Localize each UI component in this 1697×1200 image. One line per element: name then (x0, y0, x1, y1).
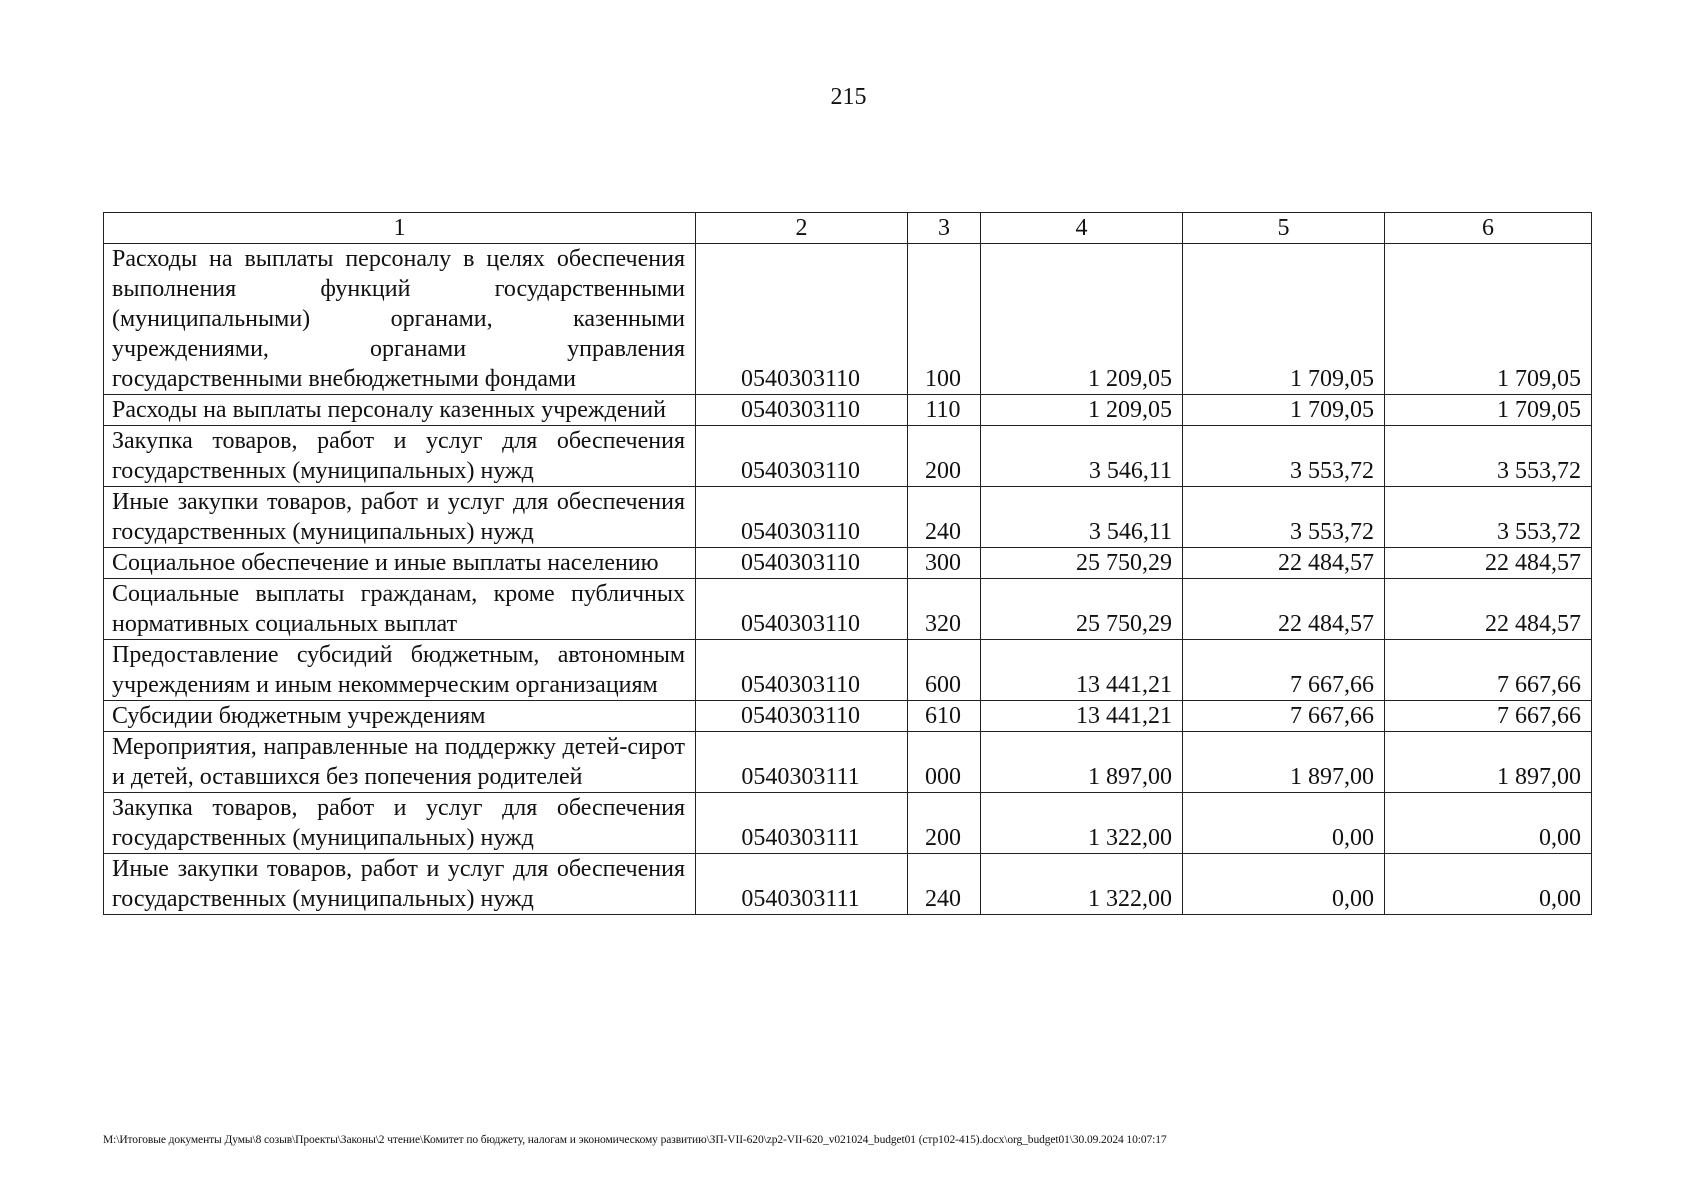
target-code-cell: 0540303110 (696, 426, 908, 487)
expense-type-cell: 200 (908, 426, 981, 487)
row-name-cell: Иные закупки товаров, работ и услуг для обеспечения государственных (муниципальных) нужд (104, 487, 696, 548)
expense-type-cell: 320 (908, 579, 981, 640)
amount-col4-cell: 25 750,29 (981, 548, 1183, 579)
table-row (104, 701, 1592, 732)
table-row (104, 793, 1592, 854)
expense-type-cell: 240 (908, 487, 981, 548)
amount-col4-cell: 1 209,05 (981, 244, 1183, 395)
column-header: 5 (1183, 213, 1385, 244)
expense-type-cell: 600 (908, 640, 981, 701)
table-row (104, 244, 1592, 395)
column-header: 6 (1385, 213, 1592, 244)
expense-type-cell: 610 (908, 701, 981, 732)
row-name-cell: Расходы на выплаты персоналу казенных учреждений (104, 395, 696, 426)
table-row (104, 640, 1592, 701)
row-name-cell: Расходы на выплаты персоналу в целях обеспечения выполнения функций государственными (муниципальными) органами, казенными учреждениями, органами управления государственными внебюджетными фондами (104, 244, 696, 395)
amount-col6-cell: 0,00 (1385, 793, 1592, 854)
column-header: 1 (104, 213, 696, 244)
column-header: 2 (696, 213, 908, 244)
amount-col4-cell: 1 897,00 (981, 732, 1183, 793)
target-code-cell: 0540303110 (696, 395, 908, 426)
table-row (104, 487, 1592, 548)
file-path-footer: M:\Итоговые документы Думы\8 созыв\Проекты\Законы\2 чтение\Комитет по бюджету, налогам и экономическому развитию\ЗП-VII-620\zp2-VII-620_v021024_budget01 (стр102-415).docx\org_budget01\30.09.2024 10:07:17 (103, 1134, 1167, 1146)
amount-col6-cell: 22 484,57 (1385, 579, 1592, 640)
amount-col4-cell: 13 441,21 (981, 701, 1183, 732)
table-row (104, 579, 1592, 640)
amount-col5-cell: 1 709,05 (1183, 244, 1385, 395)
row-name-cell: Субсидии бюджетным учреждениям (104, 701, 696, 732)
amount-col4-cell: 1 209,05 (981, 395, 1183, 426)
amount-col6-cell: 7 667,66 (1385, 701, 1592, 732)
target-code-cell: 0540303110 (696, 548, 908, 579)
amount-col5-cell: 3 553,72 (1183, 426, 1385, 487)
amount-col5-cell: 7 667,66 (1183, 640, 1385, 701)
target-code-cell: 0540303110 (696, 640, 908, 701)
target-code-cell: 0540303110 (696, 701, 908, 732)
row-name-cell: Социальное обеспечение и иные выплаты населению (104, 548, 696, 579)
amount-col5-cell: 7 667,66 (1183, 701, 1385, 732)
table-row (104, 426, 1592, 487)
column-header: 3 (908, 213, 981, 244)
amount-col5-cell: 22 484,57 (1183, 579, 1385, 640)
amount-col5-cell: 0,00 (1183, 793, 1385, 854)
amount-col6-cell: 22 484,57 (1385, 548, 1592, 579)
target-code-cell: 0540303111 (696, 854, 908, 915)
table-row (104, 395, 1592, 426)
table-row (104, 732, 1592, 793)
amount-col4-cell: 25 750,29 (981, 579, 1183, 640)
amount-col6-cell: 3 553,72 (1385, 426, 1592, 487)
expense-type-cell: 000 (908, 732, 981, 793)
row-name-cell: Предоставление субсидий бюджетным, автономным учреждениям и иным некоммерческим организациям (104, 640, 696, 701)
amount-col5-cell: 22 484,57 (1183, 548, 1385, 579)
table-row (104, 854, 1592, 915)
amount-col6-cell: 7 667,66 (1385, 640, 1592, 701)
target-code-cell: 0540303110 (696, 244, 908, 395)
expense-type-cell: 110 (908, 395, 981, 426)
target-code-cell: 0540303111 (696, 732, 908, 793)
row-name-cell: Закупка товаров, работ и услуг для обеспечения государственных (муниципальных) нужд (104, 426, 696, 487)
expense-type-cell: 200 (908, 793, 981, 854)
page-number: 215 (830, 84, 867, 110)
amount-col5-cell: 1 709,05 (1183, 395, 1385, 426)
column-header: 4 (981, 213, 1183, 244)
expense-type-cell: 300 (908, 548, 981, 579)
amount-col6-cell: 1 897,00 (1385, 732, 1592, 793)
row-name-cell: Мероприятия, направленные на поддержку детей-сирот и детей, оставшихся без попечения родителей (104, 732, 696, 793)
row-name-cell: Социальные выплаты гражданам, кроме публичных нормативных социальных выплат (104, 579, 696, 640)
target-code-cell: 0540303111 (696, 793, 908, 854)
amount-col4-cell: 1 322,00 (981, 854, 1183, 915)
amount-col6-cell: 1 709,05 (1385, 395, 1592, 426)
amount-col4-cell: 13 441,21 (981, 640, 1183, 701)
target-code-cell: 0540303110 (696, 579, 908, 640)
amount-col4-cell: 3 546,11 (981, 426, 1183, 487)
amount-col6-cell: 0,00 (1385, 854, 1592, 915)
expense-type-cell: 100 (908, 244, 981, 395)
amount-col4-cell: 1 322,00 (981, 793, 1183, 854)
amount-col4-cell: 3 546,11 (981, 487, 1183, 548)
amount-col5-cell: 3 553,72 (1183, 487, 1385, 548)
budget-table (103, 212, 1592, 915)
table-row (104, 548, 1592, 579)
row-name-cell: Закупка товаров, работ и услуг для обеспечения государственных (муниципальных) нужд (104, 793, 696, 854)
amount-col5-cell: 0,00 (1183, 854, 1385, 915)
amount-col6-cell: 3 553,72 (1385, 487, 1592, 548)
table-header-row (104, 213, 1592, 244)
row-name-cell: Иные закупки товаров, работ и услуг для обеспечения государственных (муниципальных) нужд (104, 854, 696, 915)
expense-type-cell: 240 (908, 854, 981, 915)
target-code-cell: 0540303110 (696, 487, 908, 548)
amount-col6-cell: 1 709,05 (1385, 244, 1592, 395)
amount-col5-cell: 1 897,00 (1183, 732, 1385, 793)
